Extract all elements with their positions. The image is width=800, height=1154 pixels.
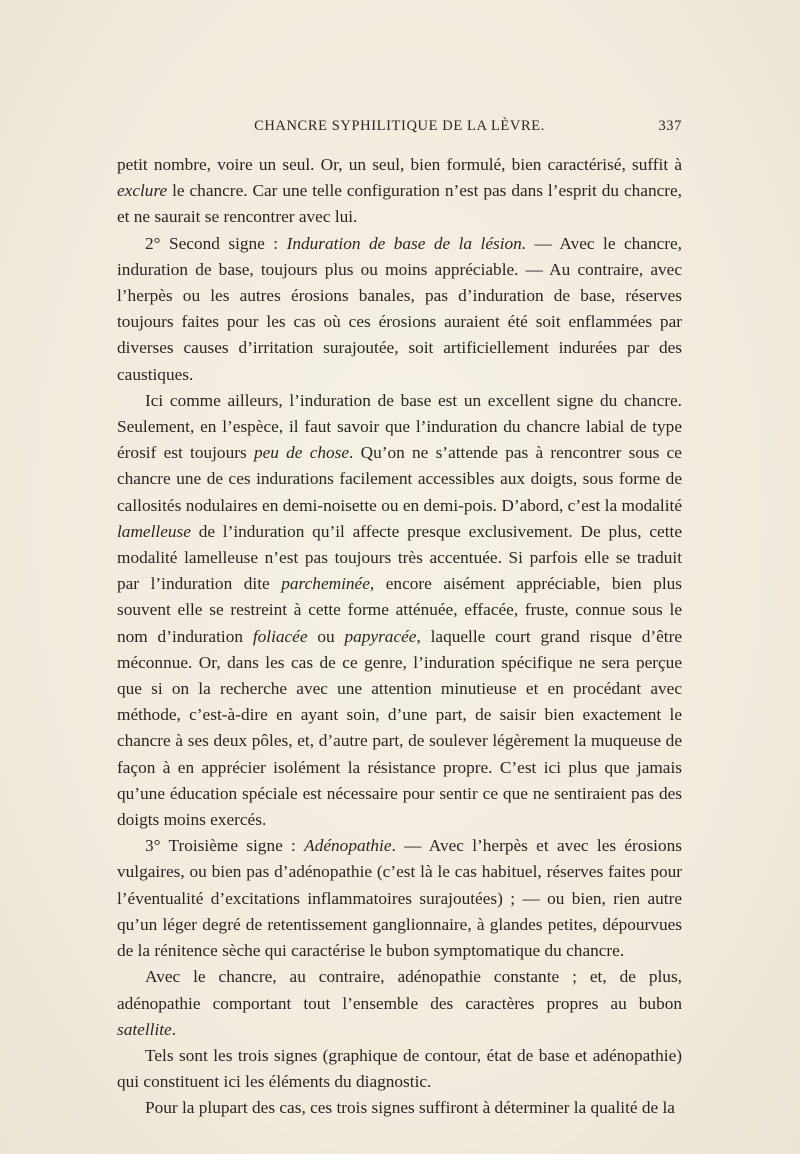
italic-phrase: papyracée <box>344 626 417 646</box>
running-title: CHANCRE SYPHILITIQUE DE LA LÈVRE. <box>254 118 545 134</box>
italic-phrase: Adénopathie <box>304 836 392 856</box>
paragraph <box>117 1095 682 1121</box>
paragraph <box>117 152 682 231</box>
text-run: Tels sont les trois signes (graphique de contour, état de base et adénopathie) qui constituent ici les éléments du diagnostic. <box>117 1045 682 1092</box>
text-run: ou <box>307 626 345 646</box>
paragraph <box>117 231 682 388</box>
italic-phrase: parcheminée <box>281 574 370 594</box>
text-run: , encore aisément appréciable, bien plus souvent elle se restreint à cette forme atténuée, effacée, fruste, connue sous le nom d’induration <box>117 574 682 646</box>
italic-phrase: exclure <box>117 181 168 201</box>
page-number: 337 <box>658 118 682 134</box>
text-run: Avec le chancre, au contraire, adénopathie constante ; et, de plus, adénopathie comportant tout l’ensemble des caractères propres au bubon <box>117 967 682 1013</box>
running-header <box>117 118 682 140</box>
text-run: Pour la plupart des cas, ces trois signes suffiront à déterminer la qualité de la <box>145 1098 675 1118</box>
italic-phrase: satellite <box>117 1019 172 1039</box>
text-run: de l’induration qu’il affecte presque exclusivement. De plus, cette modalité lamelleuse n’est pas toujours très accentuée. Si parfois elle se traduit par l’induration dite <box>117 521 682 594</box>
text-run: — Avec le chancre, induration de base, toujours plus ou moins appréciable. — Au contraire, avec l’herpès ou les autres érosions banales, pas d’induration de base, réserves toujours faites pour les cas où ces érosions auraient été soit enflammées par diverses causes d’irritation surajoutée, soit artificiellement indurées par des caustiques. <box>117 233 682 384</box>
body-text <box>117 152 682 1122</box>
paragraph <box>117 1043 682 1095</box>
paragraph <box>117 964 682 1043</box>
text-run: , laquelle court grand risque d’être méconnue. Or, dans les cas de ce genre, l’induration spécifique ne sera perçue que si on la recherche avec une attention minutieuse et en procédant avec méthode, c’est-à-dire en ayant soin, d’une part, de saisir bien exactement le chancre à ses deux pôles, et, d’autre part, de soulever légèrement la muqueuse de façon à en apprécier isolément la résistance propre. C’est ici plus que jamais qu’une éducation spéciale est nécessaire pour sentir ce que ne sentiraient pas des doigts moins exercés. <box>117 626 683 830</box>
text-run: . — Avec l’herpès et avec les érosions vulgaires, ou bien pas d’adénopathie (c’est là le cas habituel, réserves faites pour l’éventualité d’excitations inflammatoires surajoutées) ; — ou bien, rien autre qu’un léger degré de retentissement ganglionnaire, à glandes petites, dépourvues de la rénitence sèche qui caractérise le bubon symptomatique du chancre. <box>117 836 682 961</box>
italic-phrase: peu de chose <box>253 443 350 463</box>
italic-phrase: Induration de base de la lésion. <box>286 233 527 253</box>
paragraph <box>117 388 682 833</box>
italic-phrase: lamelleuse <box>117 521 191 541</box>
paragraph <box>117 833 682 964</box>
text-run: Ici comme ailleurs, l’induration de base est un excellent signe du chancre. Seulement, en l’espèce, il faut savoir que l’induration du chancre labial de type érosif est toujours <box>117 390 682 463</box>
text-run: . Qu’on ne s’attende pas à rencontrer sous ce chancre une de ces indurations facilement accessibles aux doigts, sous forme de callosités nodulaires en demi-noisette ou en demi-pois. D’abord, c’est la modalité <box>117 443 682 515</box>
italic-phrase: foliacée <box>252 626 308 646</box>
text-run: le chancre. Car une telle configuration n’est pas dans l’esprit du chancre, et ne saurait se rencontrer avec lui. <box>117 181 682 227</box>
text-run: 3° Troisième signe : <box>145 836 305 856</box>
text-run: petit nombre, voire un seul. Or, un seul, bien formulé, bien caractérisé, suffit à <box>117 155 682 174</box>
text-run: . <box>171 1019 177 1039</box>
text-run: 2° Second signe : <box>145 233 287 253</box>
